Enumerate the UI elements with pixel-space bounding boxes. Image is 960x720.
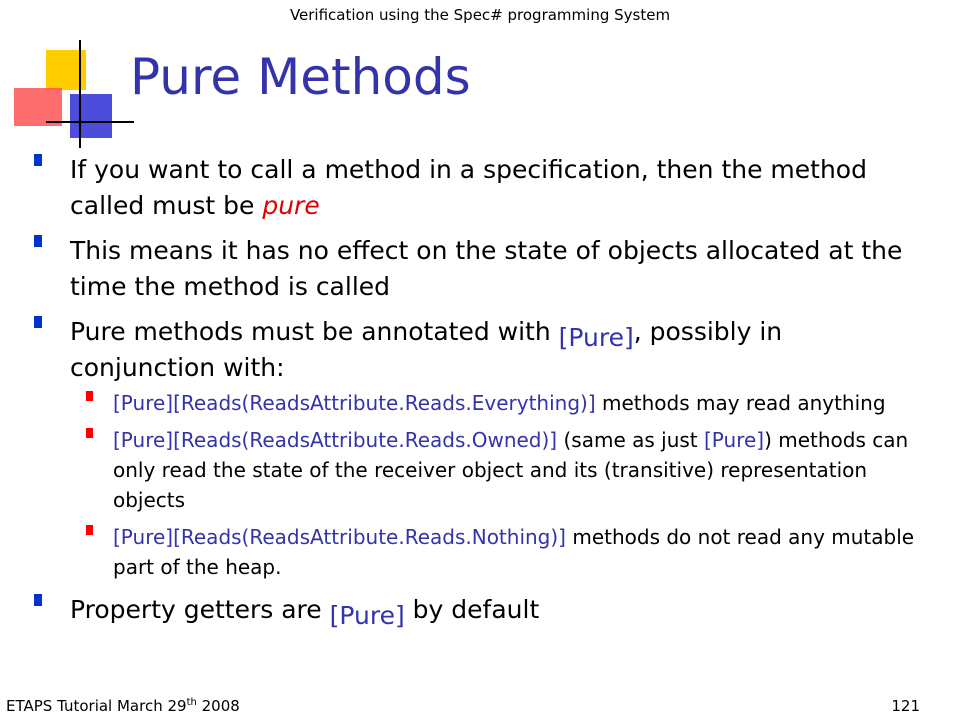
bullet-text: Property getters are xyxy=(70,595,330,624)
slide-title: Pure Methods xyxy=(130,48,471,106)
reads-nothing-attribute: [Pure][Reads(ReadsAttribute.Reads.Nothing)] xyxy=(113,525,566,549)
bullet-marker xyxy=(34,154,42,166)
sub-bullet-marker xyxy=(86,428,93,438)
pure-attribute: [Pure] xyxy=(704,428,765,452)
bullet-marker xyxy=(34,316,42,328)
bullet-marker xyxy=(34,235,42,247)
bullet-text: Pure methods must be annotated with xyxy=(70,317,559,346)
pure-attribute: [Pure] xyxy=(329,601,405,630)
reads-owned-attribute: [Pure][Reads(ReadsAttribute.Reads.Owned)] xyxy=(113,428,558,452)
bullet-annotated xyxy=(30,314,930,386)
sub-bullet-text: methods may read anything xyxy=(595,391,886,415)
bullet-text: , possibly in conjunction with: xyxy=(70,317,783,382)
sub-bullet-text: ) methods can only read the state of the receiver object and its (transitive) representation objects xyxy=(113,428,909,512)
sub-bullet-text: methods do not read any mutable part of the heap. xyxy=(113,525,915,579)
sub-bullet-reads-nothing xyxy=(30,522,930,582)
pure-attribute: [Pure] xyxy=(558,323,634,352)
bullet-call-method xyxy=(30,152,930,224)
slide-header: Verification using the Spec# programming System xyxy=(289,6,671,24)
footer-event-text: ETAPS Tutorial March 29 xyxy=(6,697,187,715)
sub-bullet-reads-owned xyxy=(30,425,930,515)
bullet-marker xyxy=(34,594,42,606)
sub-bullet-marker xyxy=(86,525,93,535)
sub-bullet-text: (same as just xyxy=(557,428,704,452)
footer-event xyxy=(6,697,240,715)
slide-logo-decoration xyxy=(0,0,140,160)
footer-year: 2008 xyxy=(196,697,240,715)
sub-bullet-reads-everything xyxy=(30,388,930,418)
bullet-no-effect xyxy=(30,233,930,305)
sub-bullet-marker xyxy=(86,391,93,401)
reads-everything-attribute: [Pure][Reads(ReadsAttribute.Reads.Everything)] xyxy=(113,391,596,415)
bullet-text: by default xyxy=(404,595,540,624)
pure-emphasis: pure xyxy=(262,191,320,220)
bullet-text: This means it has no effect on the state of objects allocated at the time the method is called xyxy=(70,236,903,301)
bullet-text: If you want to call a method in a specification, then the method called must be xyxy=(70,155,867,220)
page-number: 121 xyxy=(891,697,920,715)
footer-superscript: th xyxy=(186,697,197,708)
slide-body xyxy=(30,152,930,637)
bullet-property-getters xyxy=(30,592,930,628)
